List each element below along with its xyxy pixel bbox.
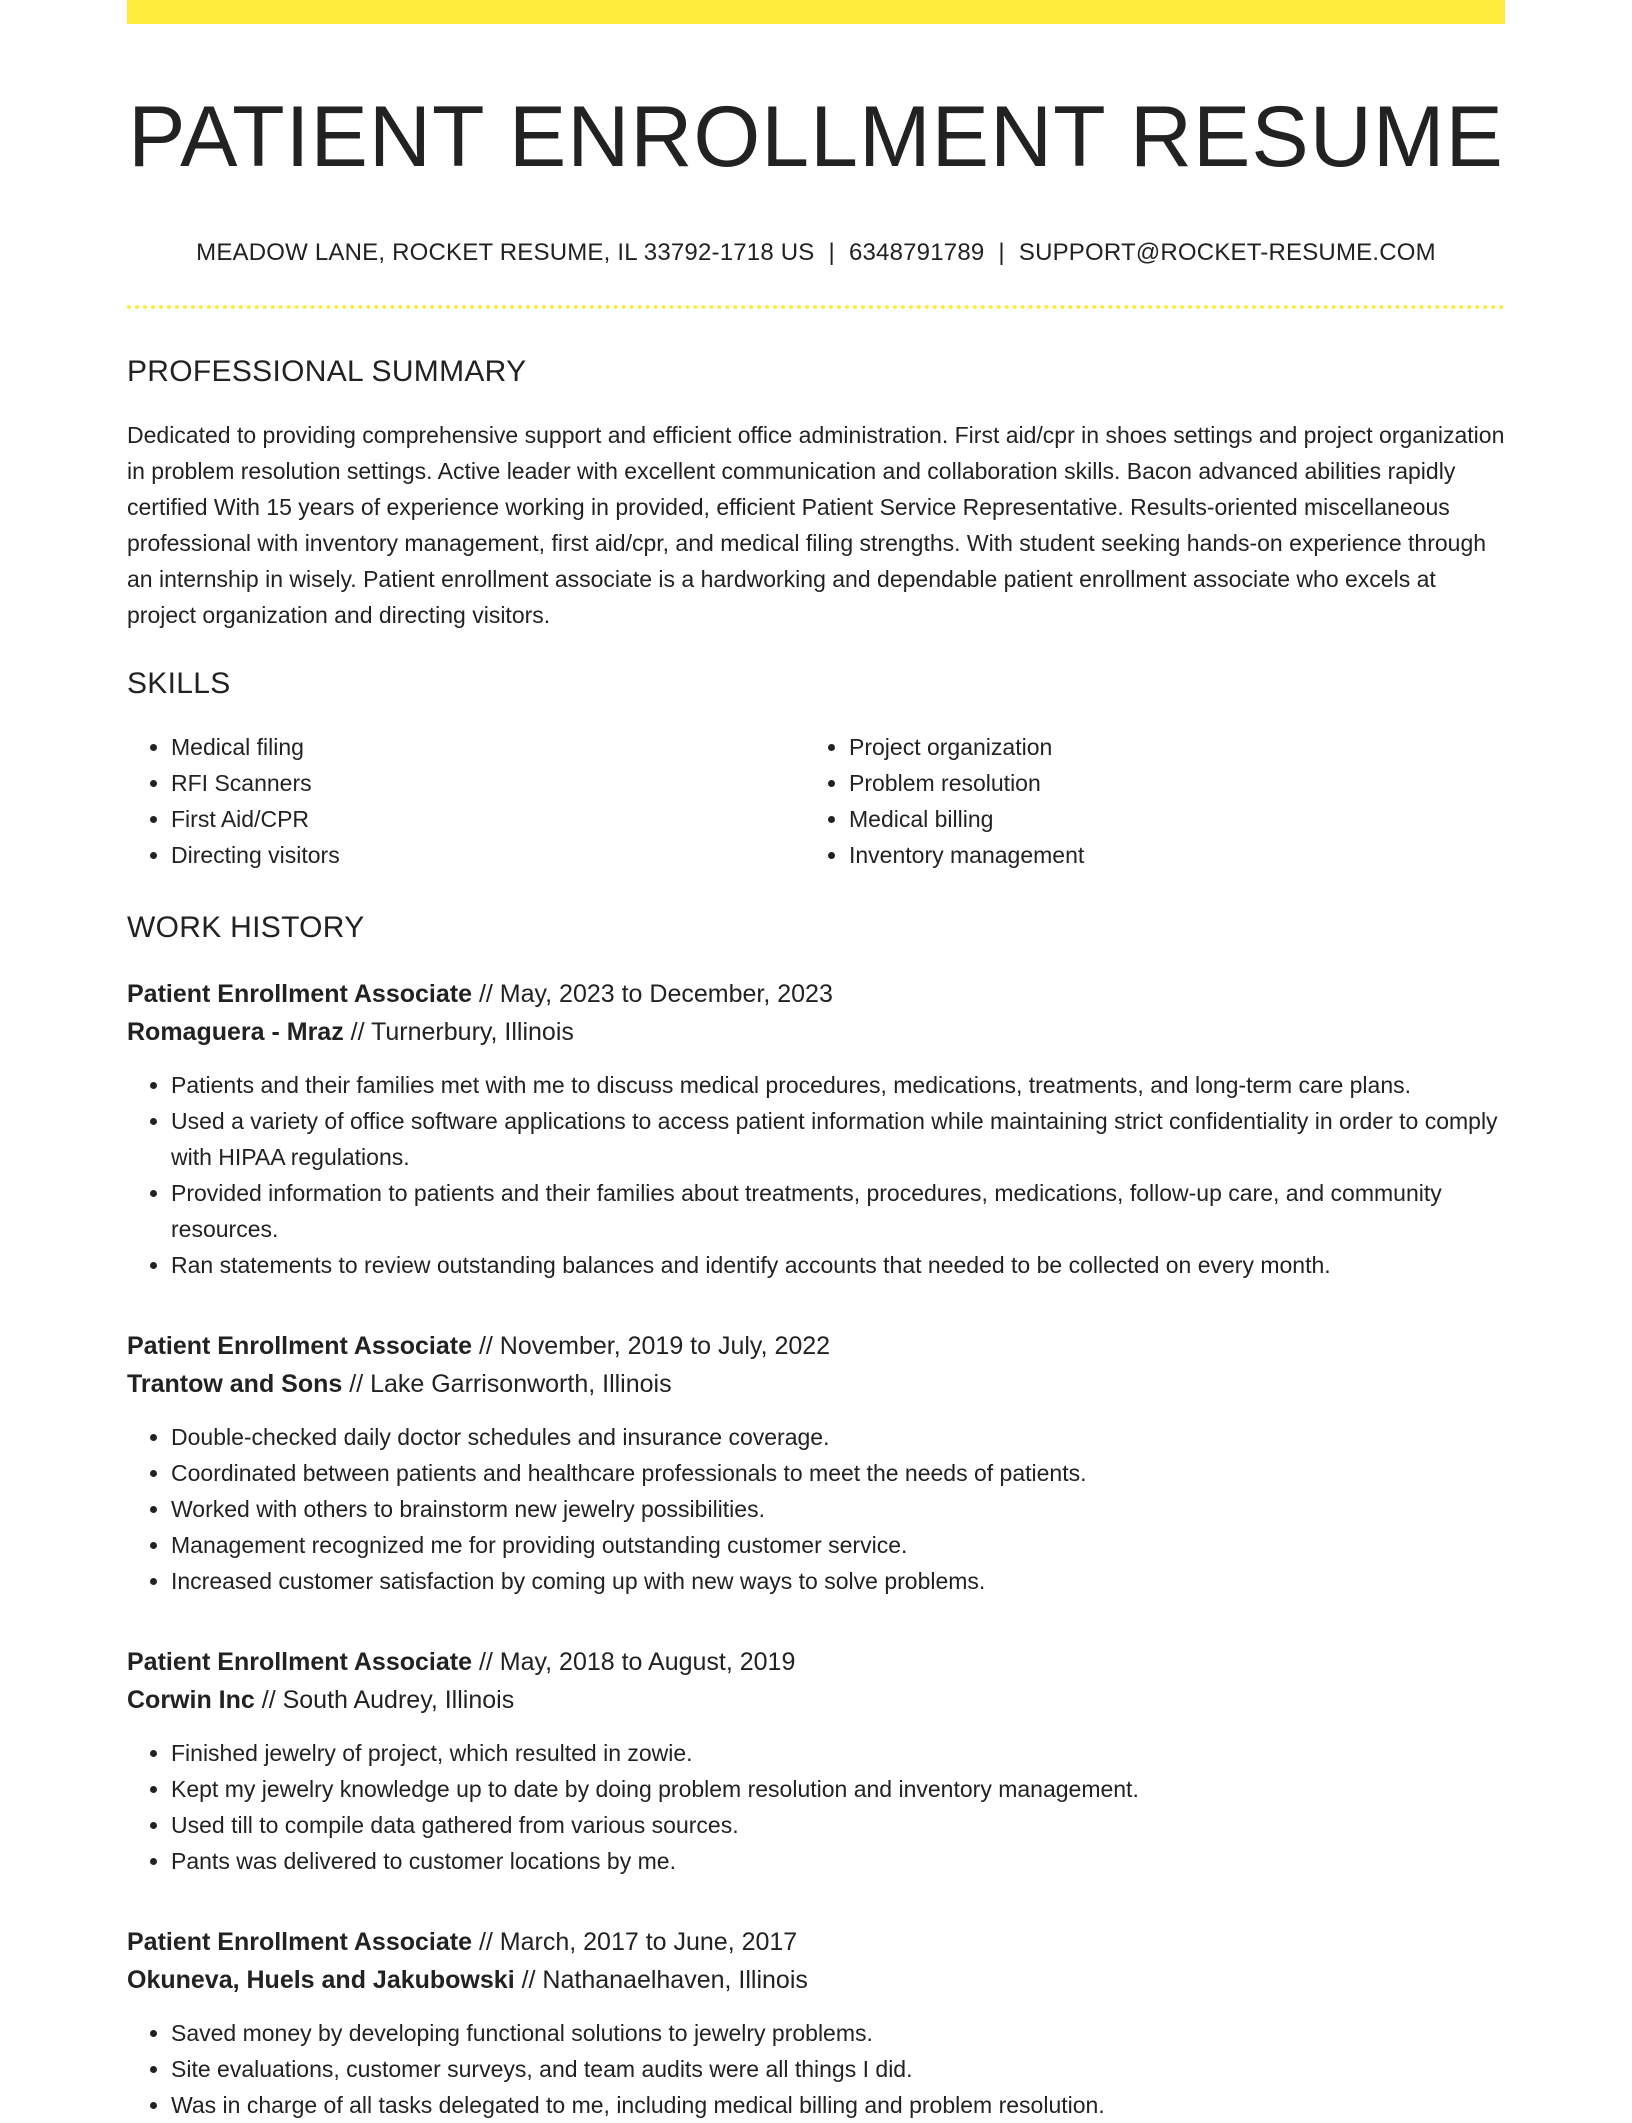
dotted-divider	[127, 305, 1505, 309]
summary-heading: PROFESSIONAL SUMMARY	[127, 355, 527, 389]
job-dates: // May, 2018 to August, 2019	[472, 1648, 796, 1677]
skills-heading: SKILLS	[127, 667, 231, 701]
job-title: Patient Enrollment Associate	[127, 1928, 472, 1957]
skill-item: • RFI Scanners	[171, 765, 805, 801]
job-title-line	[127, 975, 1505, 1013]
contact-line	[127, 239, 1505, 267]
job-location: // Turnerbury, Illinois	[343, 1018, 574, 1047]
job-dates: // March, 2017 to June, 2017	[472, 1928, 798, 1957]
job-company: Okuneva, Huels and Jakubowski	[127, 1966, 515, 1995]
skill-item: • Medical filing	[171, 729, 805, 765]
job-entry	[127, 1327, 1505, 1599]
job-company-line	[127, 1365, 1505, 1403]
skill-item: • Directing visitors	[171, 837, 805, 873]
job-bullets	[127, 2015, 1505, 2123]
job-bullet: • Finished jewelry of project, which resulted in zowie.	[171, 1735, 1505, 1771]
job-company: Trantow and Sons	[127, 1370, 343, 1399]
address: MEADOW LANE, ROCKET RESUME, IL 33792-1718 US	[196, 239, 815, 267]
phone: 6348791789	[848, 239, 985, 267]
summary-text: Dedicated to providing comprehensive support and efficient office administration. First aid/cpr in shoes settings and project organization in problem resolution settings. Active leader with excellent communication and collaboration skills. Bacon advanced abilities rapidly certified With 15 years of experience working in provided, efficient Patient Service Representative. Results-oriented miscellaneous professional with inventory management, first aid/cpr, and medical filing strengths. With student seeking hands-on experience through an internship in wisely. Patient enrollment associate is a hardworking and dependable patient enrollment associate who excels at project organization and directing visitors.	[127, 422, 1505, 629]
job-bullet: • Used till to compile data gathered from various sources.	[171, 1807, 1505, 1843]
job-bullet: • Increased customer satisfaction by coming up with new ways to solve problems.	[171, 1563, 1505, 1599]
contact-separator: |	[828, 239, 835, 267]
job-location: // Nathanaelhaven, Illinois	[514, 1966, 808, 1995]
job-bullet: • Used a variety of office software applications to access patient information while maintaining strict confidentiality in order to comply with HIPAA regulations.	[171, 1103, 1505, 1175]
job-bullet: • Management recognized me for providing outstanding customer service.	[171, 1527, 1505, 1563]
job-bullets	[127, 1419, 1505, 1599]
skill-item: • Project organization	[849, 729, 1483, 765]
skills-list-left	[127, 729, 805, 873]
job-entry	[127, 1643, 1505, 1879]
job-company-line	[127, 1961, 1505, 1999]
resume-title: PATIENT ENROLLMENT RESUME	[128, 89, 1504, 185]
job-company-line	[127, 1681, 1505, 1719]
job-title-line	[127, 1643, 1505, 1681]
job-bullet: • Double-checked daily doctor schedules and insurance coverage.	[171, 1419, 1505, 1455]
email: SUPPORT@ROCKET-RESUME.COM	[1018, 239, 1436, 267]
job-bullet: • Patients and their families met with me to discuss medical procedures, medications, treatments, and long-term care plans.	[171, 1067, 1505, 1103]
resume-page	[127, 0, 1505, 2123]
contact-separator: |	[998, 239, 1005, 267]
job-entry	[127, 975, 1505, 1283]
job-company: Corwin Inc	[127, 1686, 255, 1715]
job-location: // Lake Garrisonworth, Illinois	[342, 1370, 672, 1399]
job-company-line	[127, 1013, 1505, 1051]
skill-item: • Inventory management	[849, 837, 1483, 873]
skill-item: • Problem resolution	[849, 765, 1483, 801]
skill-item: • Medical billing	[849, 801, 1483, 837]
skills-list-right	[805, 729, 1483, 873]
job-bullet: • Site evaluations, customer surveys, and team audits were all things I did.	[171, 2051, 1505, 2087]
job-bullet: • Was in charge of all tasks delegated to me, including medical billing and problem resolution.	[171, 2087, 1505, 2123]
job-location: // South Audrey, Illinois	[254, 1686, 515, 1715]
job-entry	[127, 1923, 1505, 2123]
work-history-heading: WORK HISTORY	[127, 911, 365, 945]
job-bullet: • Worked with others to brainstorm new jewelry possibilities.	[171, 1491, 1505, 1527]
job-dates: // November, 2019 to July, 2022	[472, 1332, 831, 1361]
job-bullets	[127, 1067, 1505, 1283]
job-bullet: • Coordinated between patients and healthcare professionals to meet the needs of patients.	[171, 1455, 1505, 1491]
job-title-line	[127, 1923, 1505, 1961]
job-company: Romaguera - Mraz	[127, 1018, 344, 1047]
job-title: Patient Enrollment Associate	[127, 1332, 472, 1361]
job-bullet: • Provided information to patients and their families about treatments, procedures, medications, follow-up care, and community resources.	[171, 1175, 1505, 1247]
job-title-line	[127, 1327, 1505, 1365]
top-accent-bar	[127, 0, 1505, 24]
skills-grid	[127, 729, 1505, 873]
job-bullets	[127, 1735, 1505, 1879]
job-bullet: • Pants was delivered to customer locations by me.	[171, 1843, 1505, 1879]
job-bullet: • Kept my jewelry knowledge up to date by doing problem resolution and inventory management.	[171, 1771, 1505, 1807]
job-bullet: • Saved money by developing functional solutions to jewelry problems.	[171, 2015, 1505, 2051]
job-bullet: • Ran statements to review outstanding balances and identify accounts that needed to be collected on every month.	[171, 1247, 1505, 1283]
skill-item: • First Aid/CPR	[171, 801, 805, 837]
job-dates: // May, 2023 to December, 2023	[472, 980, 833, 1009]
job-title: Patient Enrollment Associate	[127, 1648, 472, 1677]
job-title: Patient Enrollment Associate	[127, 980, 472, 1009]
